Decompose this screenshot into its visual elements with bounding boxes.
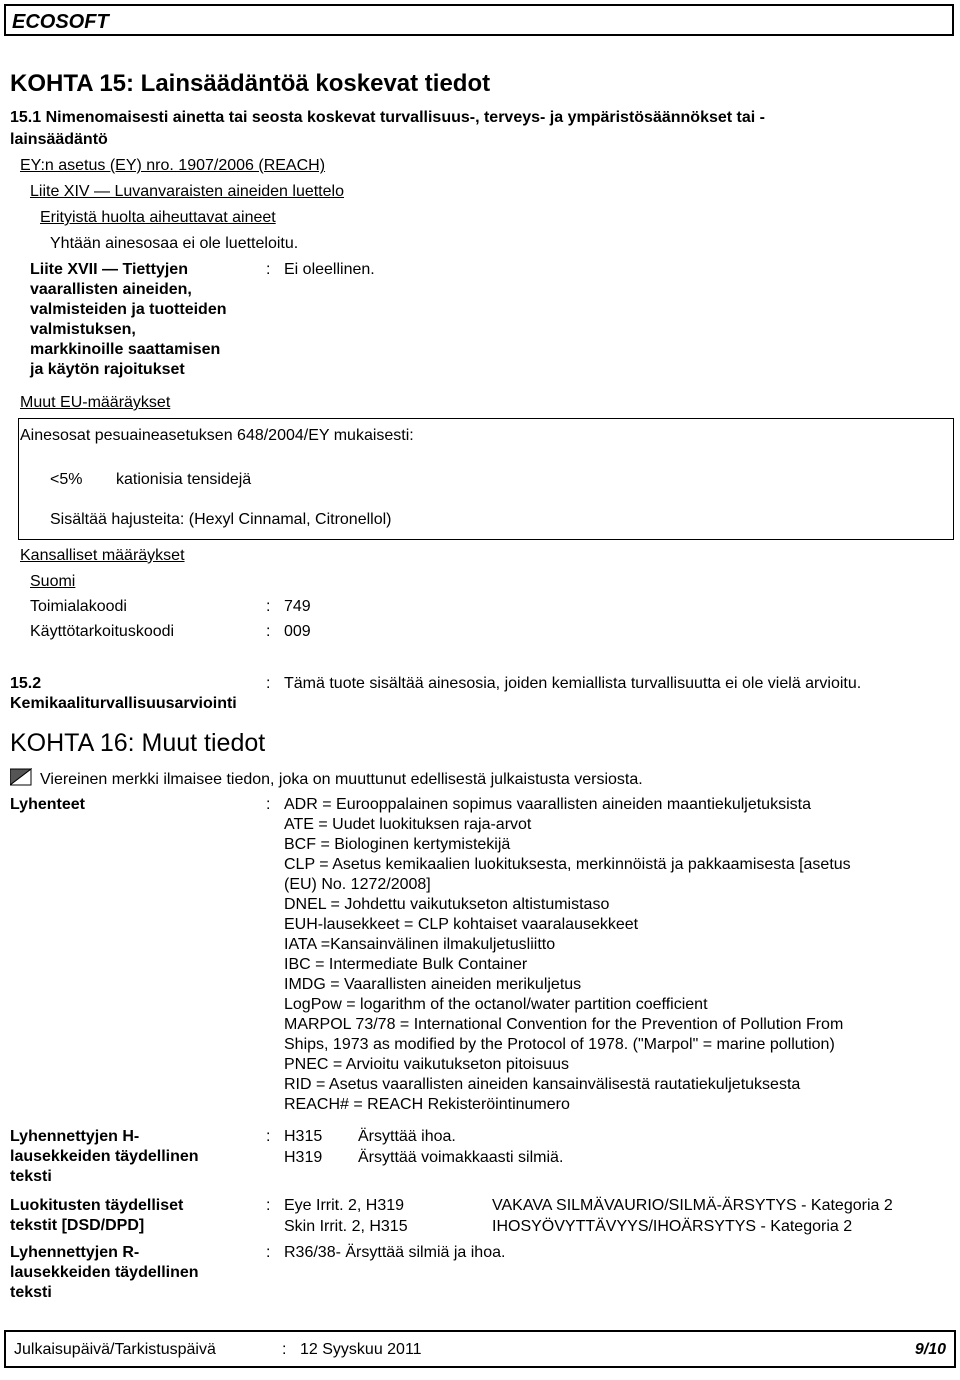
abbreviations-list [284, 795, 851, 1115]
reach-regulation-heading: EY:n asetus (EY) nro. 1907/2006 (REACH) [20, 157, 326, 174]
separator-colon: : [266, 261, 271, 278]
page-header [4, 4, 954, 36]
use-code-value: 009 [284, 623, 311, 640]
detergent-substance: kationisia tensidejä [116, 471, 252, 488]
subsection-15-1-title-line1: 15.1 Nimenomaisesti ainetta tai seosta koskevat turvallisuus-, terveys- ja ympäristösäännökset tai - [10, 109, 765, 126]
abbreviation-item: RID = Asetus vaarallisten aineiden kansainvälisestä rautatiekuljetuksesta [284, 1076, 801, 1093]
abbreviation-item: CLP = Asetus kemikaalien luokituksesta, merkinnöistä ja pakkaamisesta [asetus [284, 856, 851, 873]
classification-text: VAKAVA SILMÄVAURIO/SILMÄ-ÄRSYTYS - Kategoria 2 [492, 1197, 893, 1214]
r-phrases-label-line: teksti [10, 1284, 52, 1301]
change-note: Viereinen merkki ilmaisee tiedon, joka on muuttunut edellisestä julkaistusta versiosta. [40, 771, 643, 788]
annex-xvii-label-line: ja käytön rajoitukset [30, 361, 185, 378]
abbreviation-item: REACH# = REACH Rekisteröintinumero [284, 1096, 570, 1113]
abbreviations-label: Lyhenteet [10, 796, 85, 813]
separator-colon: : [266, 623, 271, 640]
section-16-title: KOHTA 16: Muut tiedot [10, 729, 266, 757]
separator-colon: : [266, 796, 271, 813]
annex-xvii-label-line: valmisteiden ja tuotteiden [30, 301, 227, 318]
r-phrases-label [10, 1243, 199, 1303]
r-phrases-label-line: Lyhennettyjen R- [10, 1244, 140, 1261]
classifications-label-line: Luokitusten täydelliset [10, 1197, 184, 1214]
abbreviation-item: ATE = Uudet luokituksen raja-arvot [284, 816, 532, 833]
abbreviation-item: LogPow = logarithm of the octanol/water partition coefficient [284, 996, 708, 1013]
abbreviation-item: IBC = Intermediate Bulk Container [284, 956, 528, 973]
abbreviation-item: PNEC = Arvioitu vaikutukseton pitoisuus [284, 1056, 570, 1073]
r-phrase-value: R36/38- Ärsyttää silmiä ja ihoa. [284, 1244, 506, 1261]
detergent-perfume: Sisältää hajusteita: (Hexyl Cinnamal, Citronellol) [50, 511, 392, 528]
svhc-value: Yhtään ainesosaa ei ole luetteloitu. [50, 235, 299, 252]
separator-colon: : [282, 1341, 287, 1358]
csa-label-line1: 15.2 [10, 675, 42, 692]
abbreviation-item: EUH-lausekkeet = CLP kohtaiset vaaralausekkeet [284, 916, 639, 933]
page-footer [4, 1330, 956, 1368]
annex-xvii-label-line: vaarallisten aineiden, [30, 281, 192, 298]
section-15-title: KOHTA 15: Lainsäädäntöä koskevat tiedot [10, 70, 491, 97]
brand-name: ECOSOFT [12, 11, 109, 33]
annex-xvii-label-line: valmistuksen, [30, 321, 136, 338]
change-marker-icon [10, 768, 32, 786]
r-phrases-label-line: lausekkeiden täydellinen [10, 1264, 199, 1281]
abbreviation-item: IATA =Kansainvälinen ilmakuljetusliitto [284, 936, 556, 953]
detergent-range: <5% [50, 471, 83, 488]
annex-xvii-value: Ei oleellinen. [284, 261, 375, 278]
national-regulations-heading: Kansalliset määräykset [20, 547, 185, 564]
h-statement-text: Ärsyttää ihoa. [358, 1128, 456, 1145]
csa-value: Tämä tuote sisältää ainesosia, joiden kemiallista turvallisuutta ei ole vielä arvioitu. [284, 675, 862, 692]
h-statement-text: Ärsyttää voimakkaasti silmiä. [358, 1149, 564, 1166]
separator-colon: : [266, 1128, 271, 1145]
separator-colon: : [266, 1244, 271, 1261]
classification-text: IHOSYÖVYTTÄVYYS/IHOÄRSYTYS - Kategoria 2 [492, 1218, 853, 1235]
svhc-heading: Erityistä huolta aiheuttavat aineet [40, 209, 276, 226]
issue-date-label: Julkaisupäivä/Tarkistuspäivä [14, 1341, 216, 1358]
separator-colon: : [266, 598, 271, 615]
abbreviation-item: (EU) No. 1272/2008] [284, 876, 431, 893]
abbreviation-item: BCF = Biologinen kertymistekijä [284, 836, 511, 853]
separator-colon: : [266, 1197, 271, 1214]
h-statements-label-line: lausekkeiden täydellinen [10, 1148, 199, 1165]
annex-xvii-label-line: markkinoille saattamisen [30, 341, 221, 358]
subsection-15-1-title-line2: lainsäädäntö [10, 131, 108, 148]
annex-xvii-label [30, 260, 226, 380]
h-statement-code: H319 [284, 1149, 323, 1166]
h-statements-label-line: teksti [10, 1168, 52, 1185]
other-eu-regulations-heading: Muut EU-määräykset [20, 394, 171, 411]
annex-xiv-heading: Liite XIV — Luvanvaraisten aineiden luettelo [30, 183, 344, 200]
use-code-label: Käyttötarkoituskoodi [30, 623, 175, 640]
abbreviation-item: Ships, 1973 as modified by the Protocol of 1978. ("Marpol" = marine pollution) [284, 1036, 835, 1053]
abbreviation-item: ADR = Eurooppalainen sopimus vaarallisten aineiden maantiekuljetuksista [284, 796, 811, 813]
issue-date-value: 12 Syyskuu 2011 [300, 1341, 422, 1358]
csa-label-line2: Kemikaaliturvallisuusarviointi [10, 695, 237, 712]
abbreviation-item: MARPOL 73/78 = International Convention for the Prevention of Pollution From [284, 1016, 844, 1033]
page-number: 9/10 [914, 1341, 946, 1358]
detergent-title: Ainesosat pesuaineasetuksen 648/2004/EY mukaisesti: [20, 427, 414, 444]
classification-code: Skin Irrit. 2, H315 [284, 1218, 408, 1235]
h-statements-label [10, 1127, 199, 1187]
industry-code-label: Toimialakoodi [30, 598, 127, 615]
h-statements-label-line: Lyhennettyjen H- [10, 1128, 140, 1145]
country-heading: Suomi [30, 573, 76, 590]
separator-colon: : [266, 675, 271, 692]
abbreviation-item: IMDG = Vaarallisten aineiden merikuljetus [284, 976, 582, 993]
abbreviation-item: DNEL = Johdettu vaikutukseton altistumistaso [284, 896, 610, 913]
classifications-label [10, 1196, 183, 1236]
classification-code: Eye Irrit. 2, H319 [284, 1197, 405, 1214]
h-statement-code: H315 [284, 1128, 323, 1145]
annex-xvii-label-line: Liite XVII — Tiettyjen [30, 261, 188, 278]
classifications-label-line: tekstit [DSD/DPD] [10, 1217, 145, 1234]
industry-code-value: 749 [284, 598, 311, 615]
